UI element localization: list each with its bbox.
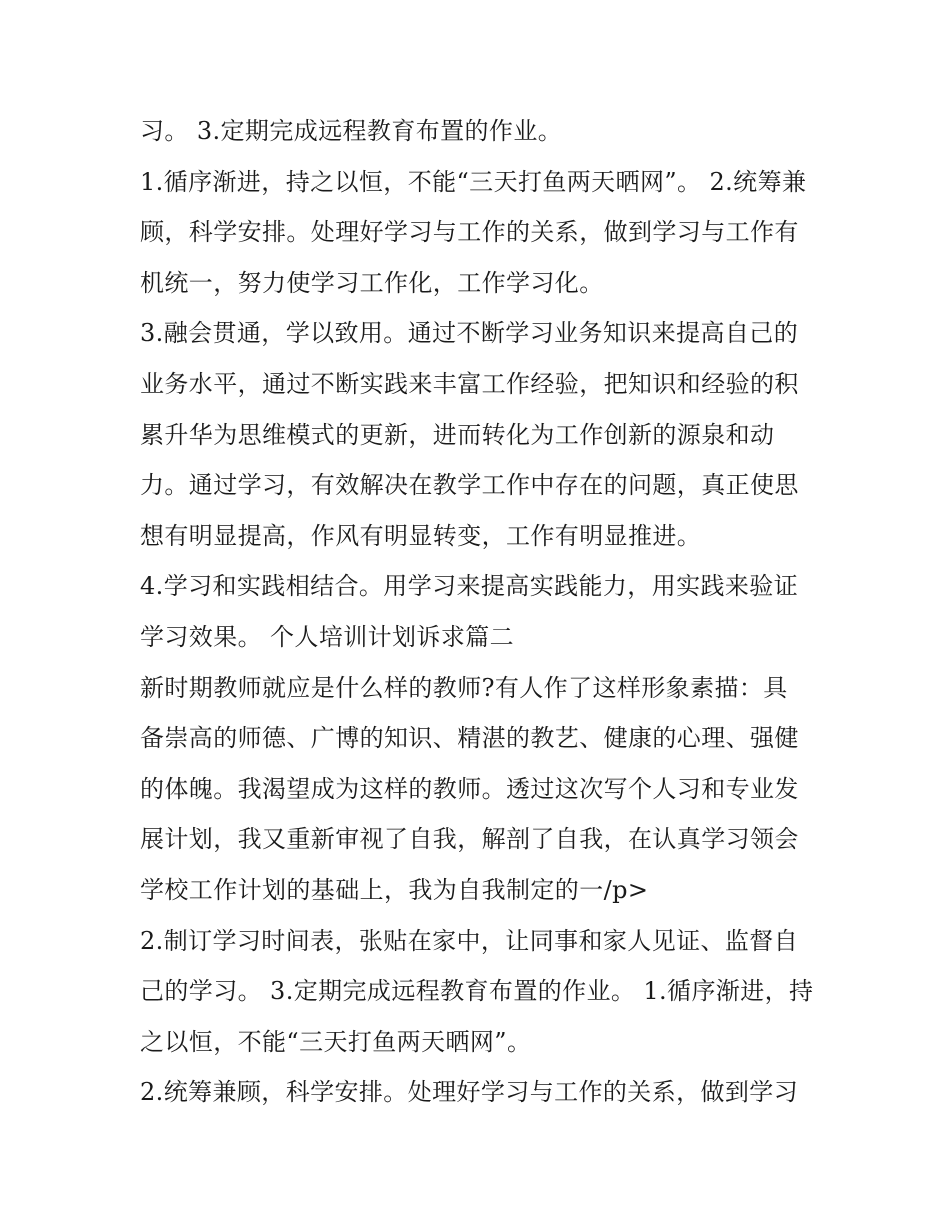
text-line: 2.制订学习时间表，张贴在家中，让同事和家人见证、监督自: [140, 926, 799, 955]
text-line: 想有明显提高，作风有明显转变，工作有明显推进。: [140, 521, 702, 550]
text-line: 顾，科学安排。处理好学习与工作的关系，做到学习与工作有: [140, 218, 799, 247]
text-line: 学习效果。 个人培训计划诉求篇二: [140, 622, 515, 651]
text-line: 展计划，我又重新审视了自我，解剖了自我，在认真学习领会: [140, 825, 799, 854]
text-line: 的体魄。我渴望成为这样的教师。透过这次写个人习和专业发: [140, 774, 799, 803]
text-line: 累升华为思维模式的更新，进而转化为工作创新的源泉和动: [140, 420, 775, 449]
text-line: 机统一，努力使学习工作化，工作学习化。: [140, 268, 604, 297]
text-line: 力。通过学习，有效解决在教学工作中存在的问题，真正使思: [140, 471, 799, 500]
text-line: 3.融会贯通，学以致用。通过不断学习业务知识来提高自己的: [140, 319, 799, 348]
text-line: 学校工作计划的基础上，我为自我制定的一/p>: [140, 875, 649, 904]
text-line: 习。 3.定期完成远程教育布置的作业。: [140, 117, 563, 145]
text-line: 业务水平，通过不断实践来丰富工作经验，把知识和经验的积: [140, 369, 799, 398]
text-line: 之以恒，不能“三天打鱼两天晒网”。: [140, 1027, 532, 1056]
text-line: 4.学习和实践相结合。用学习来提高实践能力，用实践来验证: [140, 572, 799, 601]
text-line: 备崇高的师德、广博的知识、精湛的教艺、健康的心理、强健: [140, 724, 799, 753]
body-text: [140, 106, 820, 1118]
text-line: 己的学习。 3.定期完成远程教育布置的作业。 1.循序渐进，持: [140, 977, 814, 1006]
text-line: 新时期教师就应是什么样的教师?有人作了这样形象素描：具: [140, 673, 788, 702]
text-line: 2.统筹兼顾，科学安排。处理好学习与工作的关系，做到学习: [140, 1078, 799, 1107]
text-line: 1.循序渐进，持之以恒，不能“三天打鱼两天晒网”。 2.统筹兼: [140, 167, 807, 196]
